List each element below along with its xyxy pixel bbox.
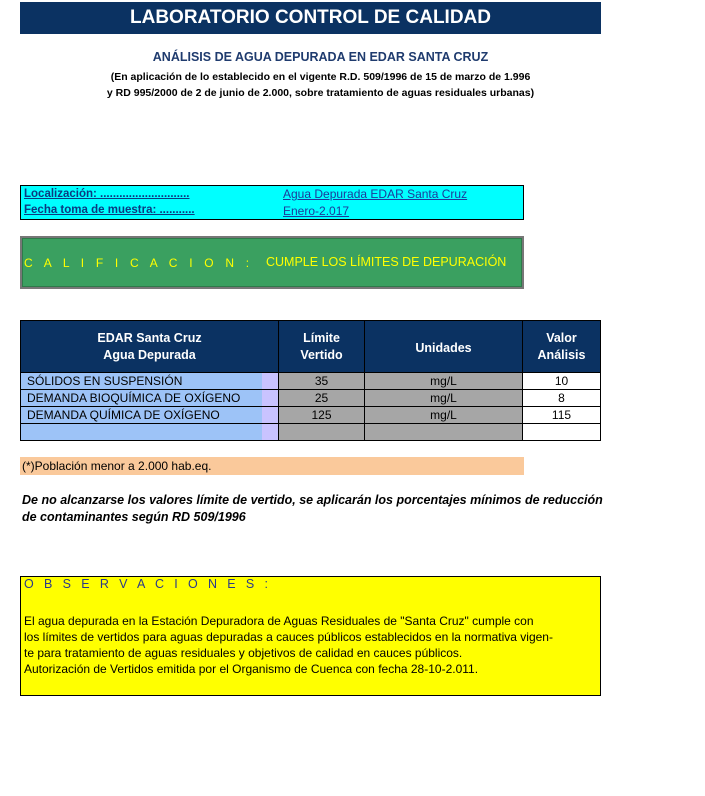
analysis-subtitle: ANÁLISIS DE AGUA DEPURADA EN EDAR SANTA CRUZ [152, 50, 489, 64]
table-row-name: SÓLIDOS EN SUSPENSIÓN [20, 372, 279, 390]
header-edar [20, 320, 279, 372]
table-row-units: mg/L [365, 390, 523, 407]
population-footnote: (*)Población menor a 2.000 hab.eq. [20, 457, 524, 475]
qualification-label: C A L I F I C A C I O N : [24, 256, 254, 270]
parameter-strip [262, 407, 279, 424]
limits-warning [22, 492, 662, 526]
header-edar-line-1: EDAR Santa Cruz [97, 330, 202, 345]
table-row-limit [279, 424, 365, 441]
header-limit [279, 320, 365, 372]
parameter-strip [262, 424, 279, 441]
qualification-box [20, 236, 524, 289]
header-edar-line-2: Agua Depurada [103, 347, 196, 362]
table-row-value: 115 [523, 407, 601, 424]
table-row-name: DEMANDA BIOQUÍMICA DE OXÍGENO [20, 390, 279, 407]
legal-note-line-1: (En aplicación de lo establecido en el vigente R.D. 509/1996 de 15 de marzo de 1.996 [110, 71, 531, 83]
table-row-limit: 125 [279, 407, 365, 424]
table-row-units: mg/L [365, 407, 523, 424]
header-units-text: Unidades [415, 341, 472, 355]
header-value-line-2: Análisis [537, 347, 586, 362]
table-row-value [523, 424, 601, 441]
parameter-strip [262, 390, 279, 407]
header-units [365, 320, 523, 372]
table-row-limit: 25 [279, 390, 365, 407]
header-value-line-1: Valor [546, 330, 577, 345]
table-row-value: 10 [523, 372, 601, 390]
sample-date-value[interactable]: Enero-2.017 [283, 204, 350, 218]
table-row-value: 8 [523, 390, 601, 407]
legal-note-line-2: y RD 995/2000 de 2 de junio de 2.000, sobre tratamiento de aguas residuales urbanas) [106, 87, 535, 99]
table-row-units: mg/L [365, 372, 523, 390]
table-row-name [20, 424, 279, 441]
header-limit-line-2: Vertido [300, 347, 343, 362]
observations-text [24, 613, 599, 677]
observations-line: los límites de vertidos para aguas depuradas a cauces públicos establecidos en la normativa vigen- [24, 630, 553, 644]
legal-note [20, 69, 621, 101]
sample-info-box [20, 185, 524, 220]
sample-date-label: Fecha toma de muestra: ........... [24, 204, 195, 216]
header-value [523, 320, 601, 372]
qualification-value: CUMPLE LOS LÍMITES DE DEPURACIÓN [266, 255, 507, 269]
table-row-units [365, 424, 523, 441]
parameter-strip [262, 373, 279, 390]
observations-line: Autorización de Vertidos emitida por el Organismo de Cuenca con fecha 28-10-2.011. [24, 662, 479, 676]
report-title-text: LABORATORIO CONTROL DE CALIDAD [130, 7, 491, 28]
location-value[interactable]: Agua Depurada EDAR Santa Cruz [283, 187, 468, 201]
analysis-table [20, 320, 601, 440]
header-limit-line-1: Límite [303, 330, 340, 345]
limits-warning-line-2: de contaminantes según RD 509/1996 [22, 510, 246, 524]
observations-box [20, 576, 601, 696]
observations-line: El agua depurada en la Estación Depuradora de Aguas Residuales de "Santa Cruz" cumple con [24, 614, 534, 628]
observations-line: te para tratamiento de aguas residuales y objetivos de calidad en cauces públicos. [24, 646, 463, 660]
limits-warning-line-1: De no alcanzarse los valores límite de vertido, se aplicarán los porcentajes mínimos de reducción [22, 493, 603, 507]
table-row-name: DEMANDA QUÍMICA DE OXÍGENO [20, 407, 279, 424]
table-row-limit: 35 [279, 372, 365, 390]
location-label: Localización: ............................ [24, 188, 190, 200]
report-title [20, 2, 601, 34]
observations-title: O B S E R V A C I O N E S : [24, 577, 272, 591]
